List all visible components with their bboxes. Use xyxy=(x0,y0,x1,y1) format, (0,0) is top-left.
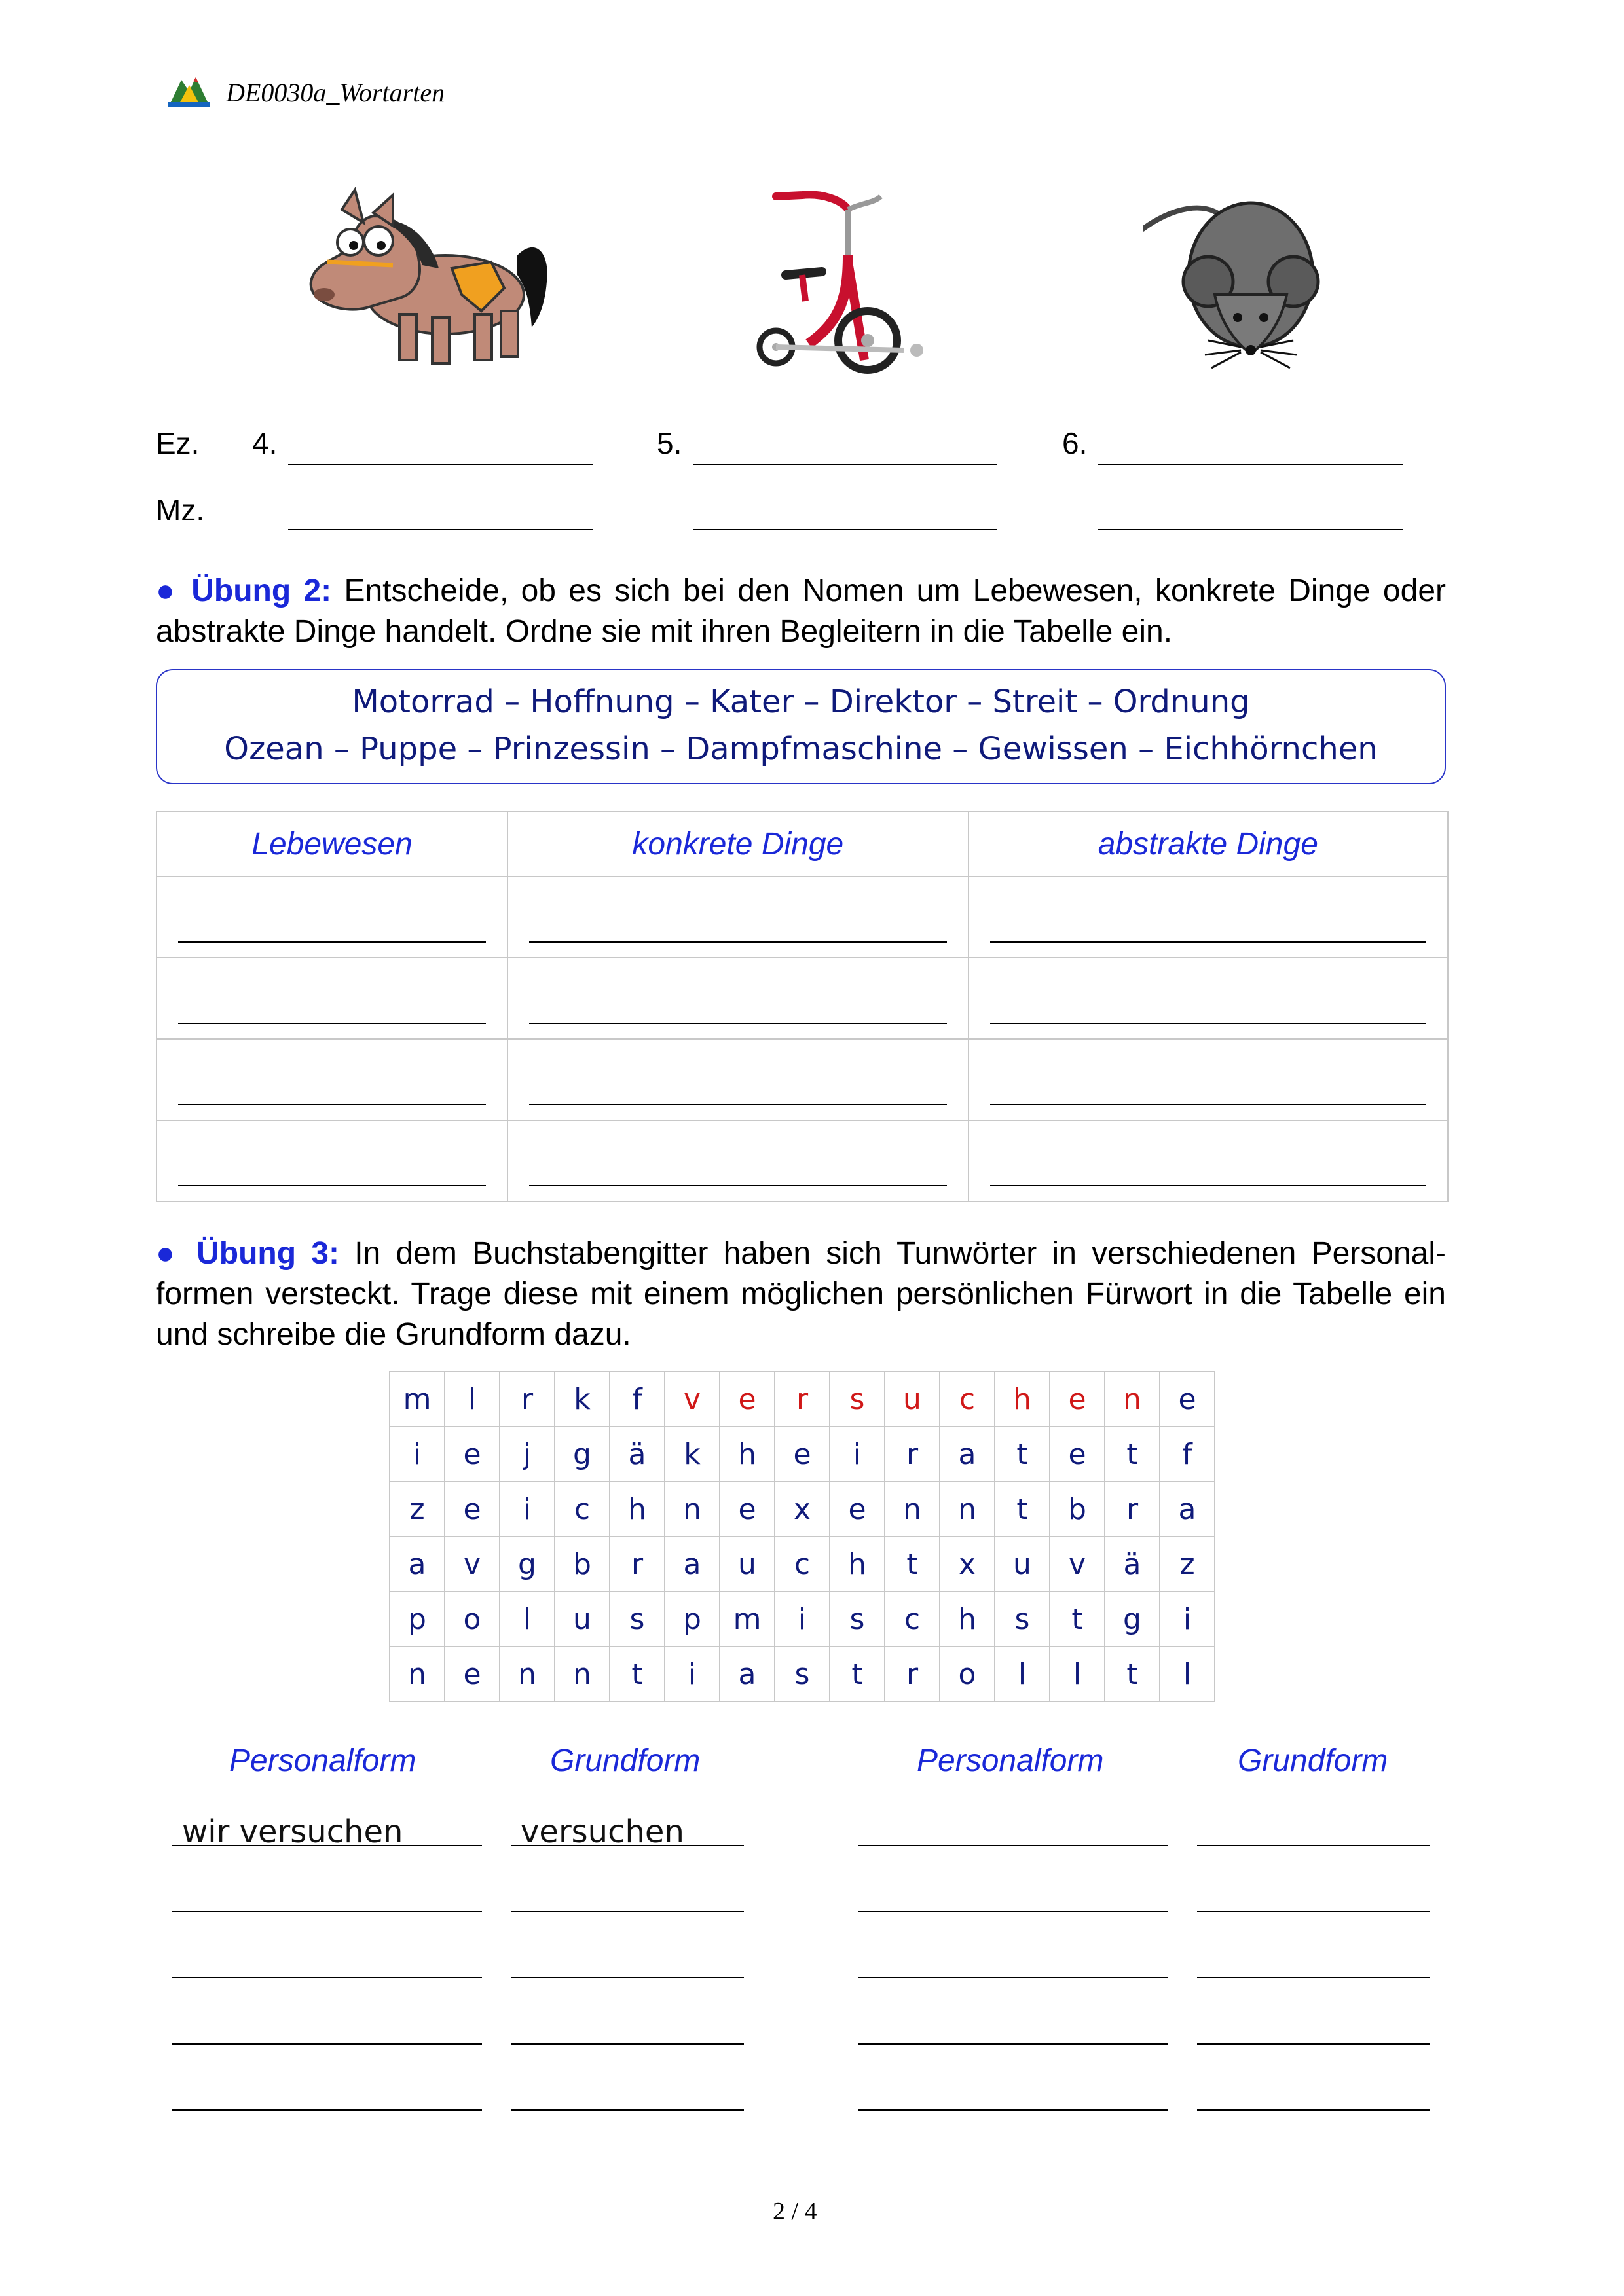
mountain-logo-icon xyxy=(167,72,212,109)
column-header-grundform-right: Grundform xyxy=(1238,1743,1388,1778)
grundform-answer-line[interactable] xyxy=(1197,1911,1430,1912)
grid-cell[interactable]: i xyxy=(500,1482,555,1537)
grid-row xyxy=(390,1592,1215,1647)
grid-cell[interactable]: e xyxy=(1160,1372,1215,1427)
exercise2-instructions xyxy=(156,571,1446,652)
answer-line-plural-4[interactable] xyxy=(288,529,593,530)
grid-cell[interactable]: a xyxy=(1160,1482,1215,1537)
grid-cell[interactable]: a xyxy=(390,1537,445,1592)
grid-cell[interactable]: g xyxy=(555,1427,610,1482)
table-row xyxy=(157,958,1448,1039)
grid-cell[interactable]: r xyxy=(885,1647,940,1702)
mouse-icon xyxy=(1143,183,1339,373)
grid-cell[interactable]: c xyxy=(940,1372,995,1427)
grid-cell[interactable]: v xyxy=(1050,1537,1105,1592)
personalform-answer-line[interactable] xyxy=(172,1977,482,1978)
grid-cell[interactable]: r xyxy=(610,1537,665,1592)
personalform-answer-line[interactable] xyxy=(172,2109,482,2111)
word-list-line-1: Motorrad – Hoffnung – Kater – Direktor – Streit – Ordnung xyxy=(352,683,1250,720)
grid-cell[interactable]: t xyxy=(830,1647,885,1702)
grid-cell[interactable]: i xyxy=(775,1592,830,1647)
grid-cell[interactable]: z xyxy=(1160,1537,1215,1592)
noun-category-table xyxy=(156,811,1449,1202)
grid-cell[interactable]: i xyxy=(665,1647,720,1702)
item-number-4: 4. xyxy=(252,426,278,460)
singular-label: Ez. xyxy=(156,426,200,460)
grid-cell[interactable]: n xyxy=(1105,1372,1160,1427)
answer-cell[interactable] xyxy=(969,1120,1448,1201)
grid-cell[interactable]: a xyxy=(720,1647,775,1702)
grid-cell[interactable]: l xyxy=(995,1647,1050,1702)
grid-cell[interactable]: e xyxy=(830,1482,885,1537)
grid-cell[interactable]: a xyxy=(940,1427,995,1482)
column-header-personalform-left: Personalform xyxy=(229,1743,416,1778)
personalform-answer-line[interactable] xyxy=(172,1911,482,1912)
grid-cell[interactable]: u xyxy=(720,1537,775,1592)
word-box xyxy=(156,669,1446,784)
grid-cell[interactable]: ä xyxy=(1105,1537,1160,1592)
personalform-answer-line[interactable] xyxy=(858,2043,1168,2045)
grid-cell[interactable]: h xyxy=(720,1427,775,1482)
grid-cell[interactable]: t xyxy=(995,1427,1050,1482)
grid-cell[interactable]: e xyxy=(775,1427,830,1482)
grid-row xyxy=(390,1482,1215,1537)
document-title: DE0030a_Wortarten xyxy=(226,78,445,107)
grid-cell[interactable]: k xyxy=(555,1372,610,1427)
grid-cell[interactable]: p xyxy=(665,1592,720,1647)
grid-cell[interactable]: h xyxy=(995,1372,1050,1427)
grid-cell[interactable]: g xyxy=(500,1537,555,1592)
grid-cell[interactable]: i xyxy=(1160,1592,1215,1647)
grid-cell[interactable]: t xyxy=(1105,1647,1160,1702)
grid-cell[interactable]: h xyxy=(940,1592,995,1647)
answer-cell[interactable] xyxy=(507,958,969,1039)
answer-cell[interactable] xyxy=(969,877,1448,958)
personalform-answer-line[interactable] xyxy=(858,1911,1168,1912)
exercise3-tag: ● Übung 3: xyxy=(156,1236,339,1271)
grid-cell[interactable]: n xyxy=(500,1647,555,1702)
column-header-abstrakte-dinge: abstrakte Dinge xyxy=(969,811,1448,877)
grid-cell[interactable]: e xyxy=(720,1482,775,1537)
grid-cell[interactable]: r xyxy=(775,1372,830,1427)
grid-cell[interactable]: b xyxy=(1050,1482,1105,1537)
table-row xyxy=(157,1039,1448,1120)
grundform-answer-line[interactable] xyxy=(1197,2043,1430,2045)
grid-cell[interactable]: e xyxy=(1050,1427,1105,1482)
grid-cell[interactable]: f xyxy=(610,1372,665,1427)
grid-cell[interactable]: u xyxy=(995,1537,1050,1592)
grid-cell[interactable]: m xyxy=(720,1592,775,1647)
grid-cell[interactable]: e xyxy=(1050,1372,1105,1427)
grundform-answer-line[interactable] xyxy=(511,2109,744,2111)
grid-cell[interactable]: t xyxy=(1050,1592,1105,1647)
grid-cell[interactable]: e xyxy=(720,1372,775,1427)
column-header-grundform-left: Grundform xyxy=(550,1743,701,1778)
grid-cell[interactable]: s xyxy=(775,1647,830,1702)
table-row xyxy=(157,877,1448,958)
answer-line-singular-5[interactable] xyxy=(693,464,997,465)
table-row xyxy=(157,1120,1448,1201)
answer-cell[interactable] xyxy=(157,958,507,1039)
example-grundform: versuchen xyxy=(521,1813,684,1850)
personalform-answer-line[interactable] xyxy=(172,2043,482,2045)
grid-cell[interactable]: l xyxy=(445,1372,500,1427)
word-list-line-2: Ozean – Puppe – Prinzessin – Dampfmaschine – Gewissen – Eichhörnchen xyxy=(224,731,1378,767)
grid-cell[interactable]: p xyxy=(390,1592,445,1647)
grid-cell[interactable]: n xyxy=(390,1647,445,1702)
grid-cell[interactable]: o xyxy=(445,1592,500,1647)
grid-cell[interactable]: t xyxy=(995,1482,1050,1537)
horse-icon xyxy=(301,183,557,373)
grid-cell[interactable]: h xyxy=(610,1482,665,1537)
grid-cell[interactable]: s xyxy=(830,1372,885,1427)
personalform-answer-line[interactable] xyxy=(858,1845,1168,1846)
grid-cell[interactable]: o xyxy=(940,1647,995,1702)
grid-cell[interactable]: t xyxy=(610,1647,665,1702)
answer-cell[interactable] xyxy=(157,877,507,958)
grid-row xyxy=(390,1537,1215,1592)
grid-cell[interactable]: e xyxy=(445,1482,500,1537)
answer-line-singular-4[interactable] xyxy=(288,464,593,465)
grundform-answer-line[interactable] xyxy=(1197,2109,1430,2111)
grid-cell[interactable]: f xyxy=(1160,1427,1215,1482)
grid-cell[interactable]: s xyxy=(830,1592,885,1647)
personalform-answer-line[interactable] xyxy=(858,1977,1168,1978)
grid-cell[interactable]: i xyxy=(830,1427,885,1482)
personalform-answer-line[interactable] xyxy=(172,1845,482,1846)
grid-cell[interactable]: c xyxy=(885,1592,940,1647)
grundform-answer-line[interactable] xyxy=(511,2043,744,2045)
answer-cell[interactable] xyxy=(157,1120,507,1201)
grid-cell[interactable]: v xyxy=(445,1537,500,1592)
grundform-answer-line[interactable] xyxy=(1197,1977,1430,1978)
grundform-answer-line[interactable] xyxy=(1197,1845,1430,1846)
grid-cell[interactable]: r xyxy=(885,1427,940,1482)
grid-cell[interactable]: x xyxy=(775,1482,830,1537)
grid-cell[interactable]: r xyxy=(1105,1482,1160,1537)
grundform-answer-line[interactable] xyxy=(511,1911,744,1912)
grid-cell[interactable]: i xyxy=(390,1427,445,1482)
exercise3-text: In dem Buchstabengitter haben sich Tunwörter in verschiedenen Personal-formen versteckt. Trage diese mit einem möglichen persönlichen Fürwort in die Tabelle ein und schreibe die Grundform dazu. xyxy=(156,1236,1446,1352)
answer-cell[interactable] xyxy=(157,1039,507,1120)
grid-cell[interactable]: c xyxy=(555,1482,610,1537)
grid-row xyxy=(390,1372,1215,1427)
grid-cell[interactable]: v xyxy=(665,1372,720,1427)
grid-cell[interactable]: k xyxy=(665,1427,720,1482)
grid-cell[interactable]: u xyxy=(885,1372,940,1427)
grid-cell[interactable]: z xyxy=(390,1482,445,1537)
page-number: 2 / 4 xyxy=(773,2198,817,2225)
item-number-5: 5. xyxy=(657,426,682,460)
grid-cell[interactable]: h xyxy=(830,1537,885,1592)
grid-cell[interactable]: e xyxy=(445,1647,500,1702)
grid-cell[interactable]: s xyxy=(610,1592,665,1647)
grid-cell[interactable]: r xyxy=(500,1372,555,1427)
grid-cell[interactable]: x xyxy=(940,1537,995,1592)
answer-line-plural-6[interactable] xyxy=(1098,529,1403,530)
exercise3-instructions xyxy=(156,1233,1446,1355)
grid-cell[interactable]: g xyxy=(1105,1592,1160,1647)
answer-line-plural-5[interactable] xyxy=(693,529,997,530)
exercise2-tag: ● Übung 2: xyxy=(156,574,332,608)
grid-cell[interactable]: t xyxy=(1105,1427,1160,1482)
grid-row xyxy=(390,1647,1215,1702)
column-header-lebewesen: Lebewesen xyxy=(157,811,507,877)
grid-cell[interactable]: n xyxy=(885,1482,940,1537)
grid-cell[interactable]: n xyxy=(940,1482,995,1537)
answer-line-singular-6[interactable] xyxy=(1098,464,1403,465)
grid-cell[interactable]: t xyxy=(885,1537,940,1592)
table-header-row xyxy=(157,811,1448,877)
column-header-personalform-right: Personalform xyxy=(917,1743,1104,1778)
grid-cell[interactable]: j xyxy=(500,1427,555,1482)
grid-cell[interactable]: u xyxy=(555,1592,610,1647)
grid-cell[interactable]: s xyxy=(995,1592,1050,1647)
grid-cell[interactable]: l xyxy=(1160,1647,1215,1702)
answer-cell[interactable] xyxy=(969,1039,1448,1120)
answer-cell[interactable] xyxy=(969,958,1448,1039)
grid-cell[interactable]: ä xyxy=(610,1427,665,1482)
grid-cell[interactable]: l xyxy=(500,1592,555,1647)
letter-grid xyxy=(389,1371,1215,1702)
grid-cell[interactable]: n xyxy=(555,1647,610,1702)
personalform-answer-line[interactable] xyxy=(858,2109,1168,2111)
grid-cell[interactable]: l xyxy=(1050,1647,1105,1702)
grid-cell[interactable]: m xyxy=(390,1372,445,1427)
answer-cell[interactable] xyxy=(507,1039,969,1120)
plural-label: Mz. xyxy=(156,493,205,527)
grid-cell[interactable]: c xyxy=(775,1537,830,1592)
grid-row xyxy=(390,1427,1215,1482)
answer-cell[interactable] xyxy=(507,877,969,958)
tricycle-icon xyxy=(750,183,933,393)
grundform-answer-line[interactable] xyxy=(511,1845,744,1846)
answer-cell[interactable] xyxy=(507,1120,969,1201)
column-header-konkrete-dinge: konkrete Dinge xyxy=(507,811,969,877)
grid-cell[interactable]: b xyxy=(555,1537,610,1592)
grid-cell[interactable]: n xyxy=(665,1482,720,1537)
exercise2-text: Entscheide, ob es sich bei den Nomen um Lebewesen, konkrete Dinge oder abstrakte Dinge handelt. Ordne sie mit ihren Begleitern in die Tabelle ein. xyxy=(156,574,1446,649)
item-number-6: 6. xyxy=(1062,426,1088,460)
example-personalform: wir versuchen xyxy=(182,1813,403,1850)
grundform-answer-line[interactable] xyxy=(511,1977,744,1978)
grid-cell[interactable]: a xyxy=(665,1537,720,1592)
grid-cell[interactable]: e xyxy=(445,1427,500,1482)
